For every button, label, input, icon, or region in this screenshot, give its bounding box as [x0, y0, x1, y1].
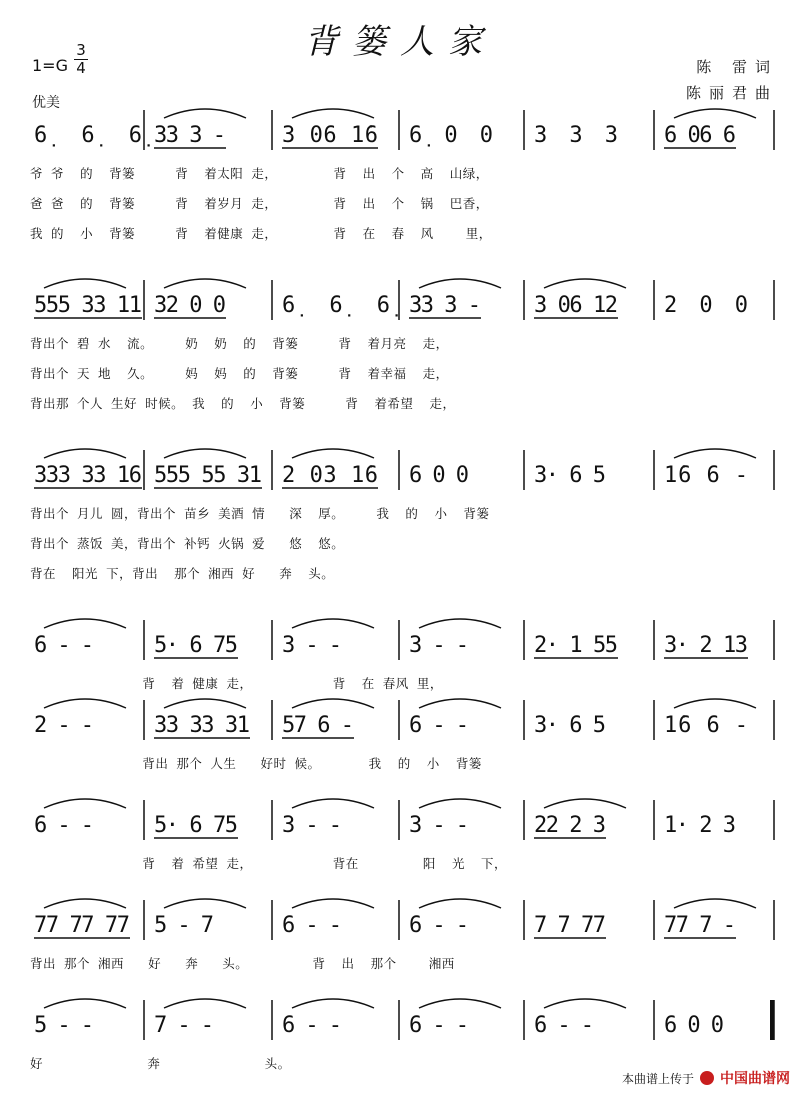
- slur: [44, 279, 126, 288]
- measure-2: 33 3 -: [154, 123, 226, 148]
- slur: [292, 449, 374, 458]
- site-name: 中国曲谱网: [720, 1071, 790, 1087]
- lyric-line: 背 着 健康 走， 背 在 春风 里，: [30, 676, 443, 691]
- upload-footer: [622, 1068, 790, 1088]
- lyric-line: 背在 阳光 下，背出 那个 湘西 好 奔 头。: [30, 566, 335, 581]
- slur: [164, 999, 246, 1008]
- slur: [544, 279, 626, 288]
- lyric-line: 背出 那个 湘西 好 奔 头。 背 出 那个 湘西: [30, 956, 455, 971]
- measure-4: 6 - -: [409, 1013, 469, 1038]
- notation-system-2: [0, 270, 800, 320]
- lyric-line: 背出那 个人 生好 时候。 我 的 小 背篓 背 着希望 走，: [30, 396, 456, 411]
- measure-2: 32 0 0: [154, 293, 226, 318]
- measure-3: 3 - -: [282, 633, 342, 658]
- slur: [164, 899, 246, 908]
- measure-1: 2 - -: [34, 713, 94, 738]
- slur: [292, 109, 374, 118]
- slur: [292, 999, 374, 1008]
- slur: [164, 699, 246, 708]
- slur: [164, 109, 246, 118]
- measure-5: 3 3 3: [534, 123, 618, 148]
- slur: [674, 899, 756, 908]
- lyric-line: 背出个 蒸饭 美，背出个 补钙 火锅 爱 悠 悠。: [30, 536, 345, 551]
- lyric-line: 背出个 月儿 圆，背出个 苗乡 美酒 情 深 厚。 我 的 小 背篓: [30, 506, 490, 521]
- measure-3: 2 03 1̇6: [282, 463, 378, 488]
- slur: [44, 899, 126, 908]
- slur: [292, 699, 374, 708]
- measure-4: 6̣ 0 0: [409, 123, 493, 148]
- time-signature: [74, 42, 88, 77]
- lyric-line: 爷 爷 的 背篓 背 着太阳 走， 背 出 个 高 山绿，: [30, 166, 489, 181]
- slur: [419, 619, 501, 628]
- measure-4: 6 - -: [409, 913, 469, 938]
- measure-2: 5 - 7: [154, 913, 214, 938]
- measure-1: 77 77 77: [34, 913, 130, 938]
- slur: [419, 799, 501, 808]
- slur: [44, 619, 126, 628]
- lyric-line: 背出个 天 地 久。 妈 妈 的 背篓 背 着幸福 走，: [30, 366, 449, 381]
- measure-6: 1· 2 3: [664, 813, 736, 838]
- lyric-line: 好 奔 头。: [30, 1056, 291, 1071]
- slur: [44, 449, 126, 458]
- measure-1: 6̣ 6̣ 6̣: [34, 123, 142, 148]
- measure-5: 3· 6 5: [534, 463, 606, 488]
- measure-2: 555 55 31: [154, 463, 262, 488]
- lyric-line: 背出个 碧 水 流。 奶 奶 的 背篓 背 着月亮 走，: [30, 336, 449, 351]
- time-sig-top: 3: [76, 41, 86, 59]
- measure-3: 3 06 1̇6: [282, 123, 378, 148]
- measure-3: 3 - -: [282, 813, 342, 838]
- composer-credit: 陈丽君曲: [685, 84, 778, 102]
- lyric-line: 爸 爸 的 背篓 背 着岁月 走， 背 出 个 锅 巴香，: [30, 196, 489, 211]
- measure-4: 33 3 -: [409, 293, 481, 318]
- lyric-line: 我 的 小 背篓 背 着健康 走， 背 在 春 风 里，: [30, 226, 492, 241]
- slur: [164, 449, 246, 458]
- slur: [674, 109, 756, 118]
- slur: [674, 699, 756, 708]
- measure-6: 2 0 0: [664, 293, 748, 318]
- measure-2: 7 - -: [154, 1013, 214, 1038]
- lyricist-credit: 陈 雷词: [696, 58, 778, 76]
- measure-1: 5 - -: [34, 1013, 94, 1038]
- measure-4: 3 - -: [409, 633, 469, 658]
- notation-system-3: [0, 440, 800, 490]
- lyric-line: 背 着 希望 走， 背在 阳 光 下，: [30, 856, 508, 871]
- notation-system-8: [0, 990, 800, 1040]
- slur: [44, 799, 126, 808]
- measure-6: 1̇6 6 -: [664, 463, 748, 488]
- measure-3: 6 - -: [282, 913, 342, 938]
- measure-4: 6 - -: [409, 713, 469, 738]
- notation-system-5: [0, 690, 800, 740]
- slur: [292, 619, 374, 628]
- slur: [292, 899, 374, 908]
- slur: [292, 799, 374, 808]
- measure-2: 33 33 31: [154, 713, 250, 738]
- measure-5: 6 - -: [534, 1013, 594, 1038]
- measure-4: 6 0 0: [409, 463, 469, 488]
- measure-5: 3 06 12: [534, 293, 618, 318]
- notation-system-7: [0, 890, 800, 940]
- measure-6: 3· 2 13: [664, 633, 748, 658]
- measure-1: 555 33 11: [34, 293, 142, 318]
- measure-6: 77 7 -: [664, 913, 736, 938]
- measure-5: 7 7 77: [534, 913, 606, 938]
- slur: [419, 279, 501, 288]
- slur: [674, 449, 756, 458]
- song-title: 背篓人家: [304, 22, 496, 62]
- measure-5: 2· 1 55: [534, 633, 618, 658]
- notation-system-4: [0, 610, 800, 660]
- measure-1: 6 - -: [34, 813, 94, 838]
- key-signature: 1=G: [32, 56, 68, 75]
- lyric-line: 背出 那个 人生 好时 候。 我 的 小 背篓: [30, 756, 482, 771]
- time-sig-bottom: 4: [74, 59, 88, 77]
- measure-6: 1̇6 6 -: [664, 713, 748, 738]
- measure-6: 6 0 0: [664, 1013, 724, 1038]
- slur: [419, 999, 501, 1008]
- measure-2: 5· 6 75: [154, 633, 238, 658]
- measure-3: 6̣ 6̣ 6̣: [282, 293, 390, 318]
- slur: [419, 699, 501, 708]
- slur: [544, 999, 626, 1008]
- measure-6: 6 06 6: [664, 123, 736, 148]
- measure-3: 57 6 -: [282, 713, 354, 738]
- slur: [419, 899, 501, 908]
- notation-system-1: [0, 100, 800, 150]
- slur: [44, 699, 126, 708]
- measure-5: 3· 6 5: [534, 713, 606, 738]
- measure-4: 3 - -: [409, 813, 469, 838]
- upload-text: 本曲谱上传于: [621, 1071, 694, 1086]
- notation-system-6: [0, 790, 800, 840]
- measure-5: 22 2 3: [534, 813, 606, 838]
- slur: [544, 799, 626, 808]
- tempo-marking: 优美: [32, 95, 60, 111]
- measure-2: 5· 6 75: [154, 813, 238, 838]
- site-logo-icon: [700, 1071, 714, 1085]
- slur: [164, 279, 246, 288]
- slur: [44, 999, 126, 1008]
- measure-1: 6 - -: [34, 633, 94, 658]
- measure-3: 6 - -: [282, 1013, 342, 1038]
- measure-1: 333 33 16: [34, 463, 142, 488]
